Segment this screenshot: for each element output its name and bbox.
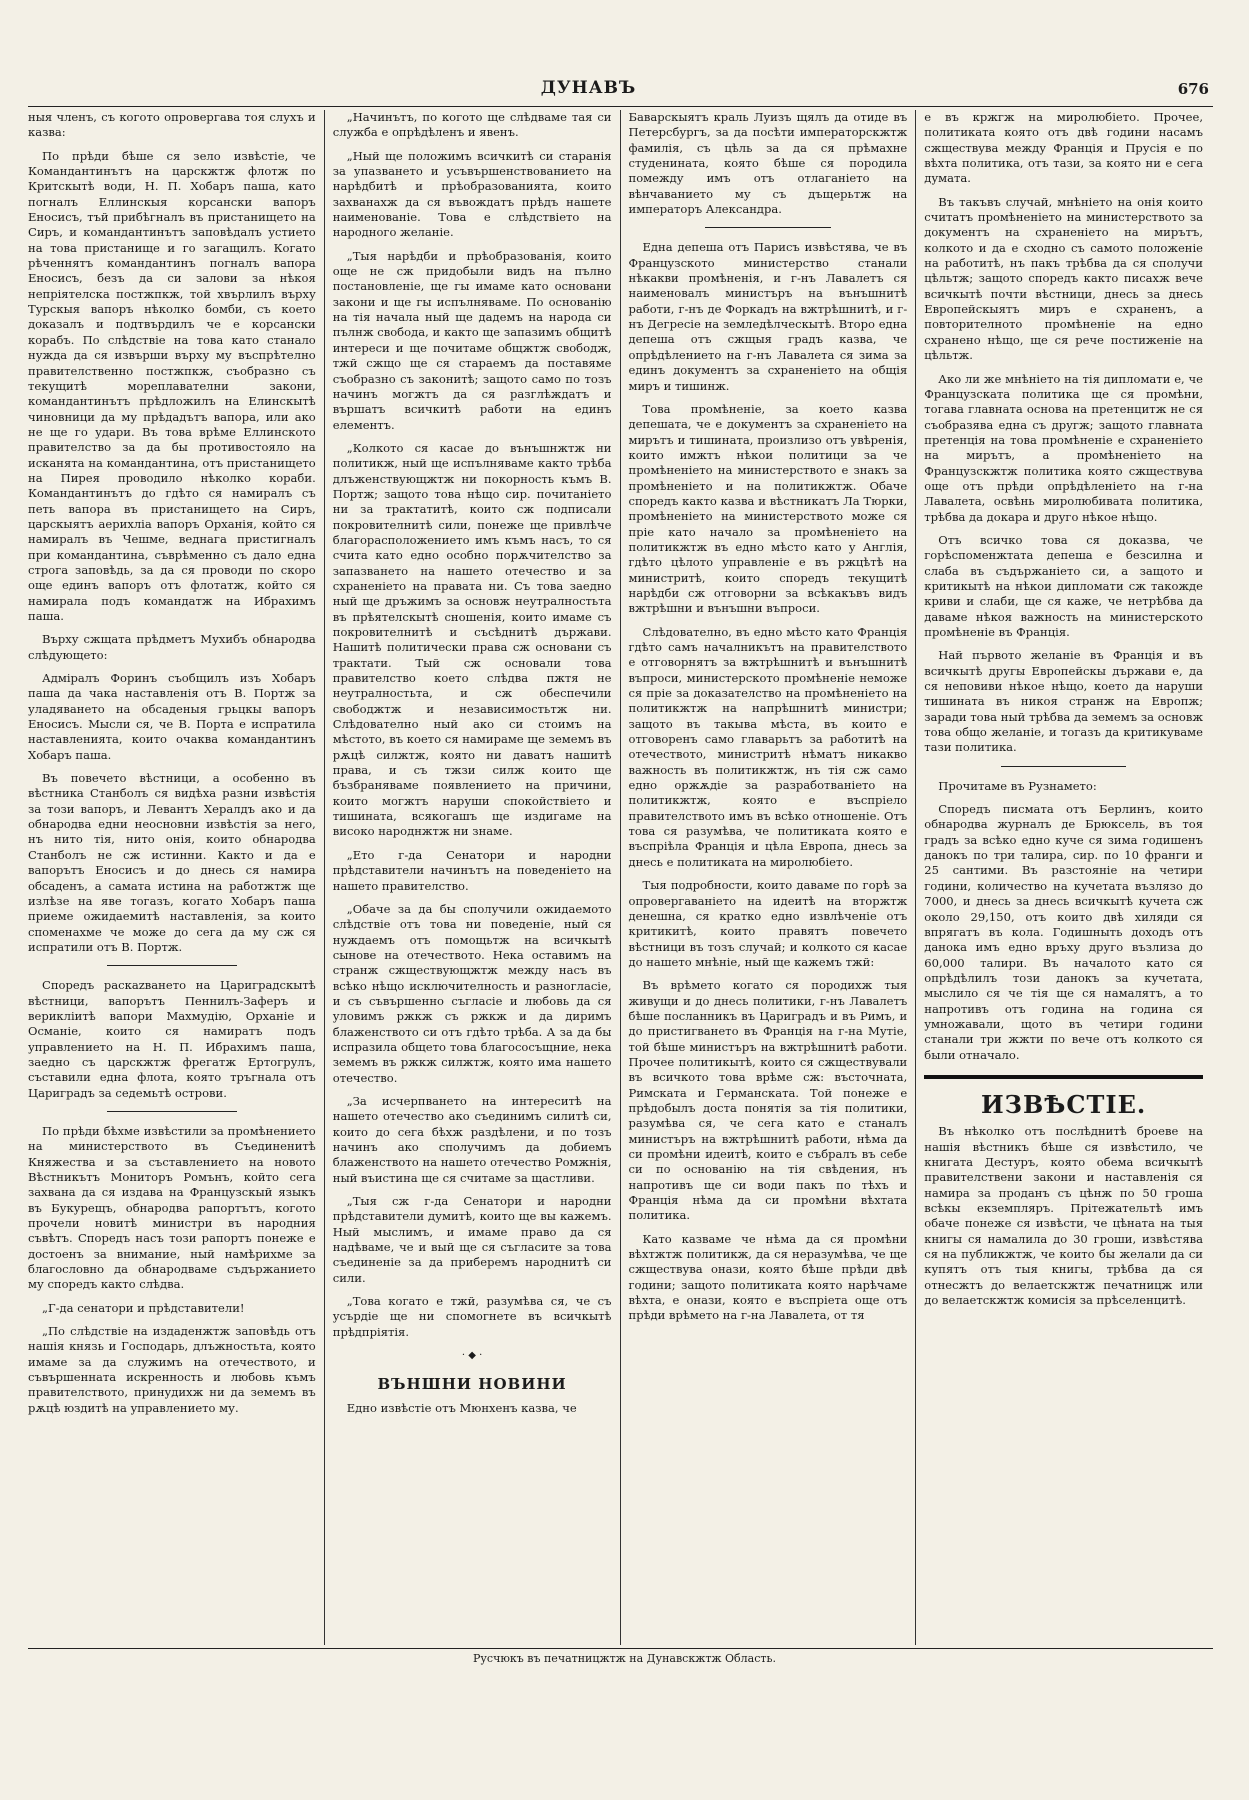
newspaper-title: ДУНАВЪ [540,78,637,98]
paragraph: е въ кржгж на миролюбіето. Прочее, политиката която отъ двѣ години насамъ сжществува между Франція и Прусія е по вѣхта политика, отъ тази, за която ни е сега думата. [924,110,1203,186]
page-number: 676 [1177,80,1209,98]
paragraph: ныя членъ, съ когото опровергава тоя слухъ и казва: [28,110,316,140]
article-divider [107,1111,236,1112]
ornament-divider: · ◆ · [461,1350,483,1362]
paragraph: Това промѣненіе, за което казва депешата, че е документъ за схраненіето на мирътъ и тишината, произлизо отъ увѣренія, които имжтъ нѣкои политици за че промѣненіето на министерството е знакъ за промѣненіето и на политикжтж. Обаче споредъ както казва и вѣстникатъ Ла Тюрки, промѣненіето на министерството може ся пріе като начало за промѣненіето на политикжтж въ едно мѣсто като у Англія, гдѣто цѣлото управленіе е въ ржцѣтѣ на министритѣ, които споредъ текущитѣ нарѣдби сж отговорни за всѣкакъвъ видъ вжтрѣшни и вънъшни въпроси. [628,401,908,616]
paragraph: Въ повечето вѣстници, а особенно въ вѣстника Станболъ ся видѣха разни извѣстія за този вапоръ, и Левантъ Хералдъ ако и да обнародва едни неосновни извѣстія за него, нъ нито тія, нито онія, които обнародва Станболъ не сж истинни. Както и да е вапорътъ Еносисъ и до днесь ся намира обсаденъ, а самата истина на работжтж ще излѣзе на яве тогазъ, когато Хобаръ паша приеме ожидаемитѣ наставленія, за които споменахме че може до сега да му сж ся испратили отъ В. Портж. [28,771,316,954]
paragraph: Въ врѣмето когато ся породихж тыя живущи и до днесь политики, г-нъ Лавалетъ бѣше посланникъ въ Цариградъ и въ Римъ, и до пристигването въ Франція на г-на Мутіе, той бѣше министъръ на вжтрѣшнитѣ работи. Прочее политикытѣ, които ся сжществували въ всичкото това врѣме сж: въсточната, Римската и Германската. Той понеже е прѣдобылъ доста понятія за тія политики, разумѣва ся, че сега като е станалъ министъръ на вжтрѣшнитѣ работи, нѣма да си промѣни идеитѣ, които е събралъ въ себе си по основанію на тія свѣдения, нъ напротивъ ще си води пакъ по тѣхъ и Франція нѣма да си промѣни вѣхтата политика. [628,978,908,1223]
paragraph: „Тыя сж г-да Сенатори и народни прѣдставители думитѣ, които ще вы кажемъ. Ный мыслимъ, и имаме право да ся надѣваме, че и вый ще ся съгласите за това съединеніе за да приберемъ народнитѣ си сили. [332,1194,612,1285]
paragraph: Отъ всичко това ся доказва, че горѣспоменжтата депеша е безсилна и слаба въ съдържаніето си, а защото и критикытѣ на нѣкои дипломати сж такожде криви и слаби, ще ся каже, че нетрѣбва да даваме нѣкоя важность на министерското промѣненіе въ Франція. [924,532,1203,639]
paragraph: По прѣди бѣхме извѣстили за промѣнението на министерството въ Съединенитѣ Княжества и за съставлението на новото Вѣстникътъ Мониторъ Ромънъ, който сега захвана да ся издава на Французскый языкъ въ Букурещъ, обнародва рапортътъ, когото прочели новитѣ министри въ народния съвѣтъ. Споредъ насъ този рапортъ понеже е достоенъ за внимание, ный намѣрихме за благословно да обнародваме съдържанието му споредъ както слѣдва. [28,1123,316,1292]
masthead [28,78,1209,106]
paragraph: Тыя подробности, които даваме по горѣ за опровергаваніето на идеитѣ на вторжтж денешна, ся кратко едно извлѣченіе отъ критикитѣ, които правятъ повечето вѣстници въ тозъ случай; и колкото ся касае до нашето мнѣніе, ный ще кажемъ тжй: [628,878,908,969]
paragraph: „По слѣдствіе на издаденжтж заповѣдь отъ нашія князь и Господарь, длъжностьта, която имаме за да служимъ на отечеството, и съвършенната искренность и любовь къмъ правителството, принудихж ни да земемъ въ рѫцѣ юздитѣ на управлението му. [28,1324,316,1415]
header-rule [28,106,1213,107]
paragraph: Едно извѣстіе отъ Мюнхенъ казва, че [346,1400,577,1415]
paragraph: Слѣдователно, въ едно мѣсто като Франція гдѣто самъ началникътъ на правителството е отговорнятъ за вжтрѣшнитѣ и вънъшнитѣ въпроси, министерското промѣненіе неможе ся пріе за доказателство на промѣненіето на политикжтж на напрѣшнитѣ министри; защото въ такыва мѣста, въ които е отговоренъ само главарьтъ за работитѣ на отечеството, министритѣ нѣматъ никакво важность въ политикжтж, нъ тія сж само едно оржѫдіе за разработваніето на политикжтж, която е въспріело правителството имъ въ всѣко отношеніе. Отъ това ся разумѣва, че политиката която е въспріѣла Франція и цѣла Европа, днесь за днесь е политиката на миролюбіето. [628,624,908,869]
paragraph: Върху сжщата прѣдметъ Мухибъ обнародва слѣдующето: [28,632,316,662]
paragraph: „Обаче за да бы сполучили ожидаемото слѣдствіе отъ това ни поведеніе, ный ся нуждаемъ отъ помощьтж на всичкытѣ сынове на отечеството. Нека оставимъ на странж сжществующжтж между насъ въ всѣко нѣщо исключителность и разногласіе, и съ съвършенно съгласіе и любовь да ся уловимъ ржкж съ ржкж и да диримъ блаженството си отъ гдѣто трѣба. А за да бы испразила общето това благососъщние, нека земемъ въ ржкж силжтж, която има нашето отечество. [332,901,612,1085]
paragraph: Споредъ писмата отъ Берлинъ, които обнародва журналъ де Брюксель, въ тоя градъ за всѣко едно куче ся зима годишенъ данокъ по три талира, сир. по 10 франги и 25 сантими. Въ разстояніе на четири години, количество на кучетата възлязо до 7000, и днесь за днесь всичкытѣ кучета сж около 29,150, отъ които двѣ хиляди ся впрягатъ въ кола. Годишныть доходъ отъ данока имъ едно връху друго възлиза до 60,000 талири. Въ началото като ся опрѣдѣлилъ този данокъ за кучетата, мыслило ся че тія ще ся намалятъ, а то напротивъ отъ година на година ся умножавали, щото въ четири години станали три жжти по вече отъ колкото ся были отначало. [924,802,1203,1062]
paragraph: „Начинътъ, по когото ще слѣдваме тая си служба е опрѣдѣленъ и явенъ. [332,110,612,140]
printer-imprint: Русчюкъ въ печатницжтж на Дунавскжтж Область. [473,1652,776,1665]
paragraph: Като казваме че нѣма да ся промѣни вѣхтжтж политикж, да ся неразумѣва, че ще сжществува онази, която бѣше прѣди двѣ години; защото политиката която нарѣчаме вѣхта, е онази, която е въспріета още отъ прѣди врѣмето на г-на Лавалета, от тя [628,1231,908,1323]
paragraph: Една депеша отъ Парисъ извѣстява, че въ Французското министерство станали нѣкакви промѣненія, и г-нъ Лавалетъ ся наименовалъ министъръ на вънъшнитѣ работи, г-нъ де Форкадъ на вжтрѣшнитѣ, и г-нъ Дегресіе на земледѣлческытѣ. Второ една депеша отъ сжщыя градъ казва, че опрѣдѣлението на г-нъ Лавалета ся зима за единъ документъ за схраненіето на общія миръ и тишинж. [628,240,908,393]
paragraph: Ако ли же мнѣніето на тія дипломати е, че Французската политика ще ся промѣни, тогава главната основа на претенцитж не ся съобразява една съ другж; защото главната претенція на това промѣненіе е схраненіето на мирътъ, а промѣненіето на Французскжтж политика която сжществува още отъ прѣди опрѣдѣленіето на г-на Лавалета, освѣнь миролюбивата политика, трѣбва да докара и друго нѣкое нѣщо. [924,371,1203,524]
paragraph: „Ето г-да Сенатори и народни прѣдставители начинътъ на поведеніето на нашето правителство. [332,847,612,893]
paragraph: „За исчерпването на интереситѣ на нашето отечество ако съединимъ силитѣ си, които до сега бѣхж раздѣлени, и по тозъ начинъ ако сполучимъ да добиемъ блаженството на нашето отечество Ромжнія, ный въистина ще ся считаме за щастливи. [332,1093,612,1185]
article-divider [705,227,830,228]
column-2 [324,110,620,1645]
notice-heading: ИЗВѢСТІЕ. [981,1089,1147,1119]
paragraph: По прѣди бѣше ся зело извѣстіе, че Командантинътъ на царскжтж флотж по Критскытѣ води, Н. П. Хобаръ паша, като погналъ Еллинскыя корсански вапоръ Еносисъ, тъй прибѣгналъ въ пристанището на Сиръ, и командантинътъ заповѣдалъ устието на това пристанище и го загащилъ. Когато рѣченнятъ командантинъ погналъ вапора Еносисъ, безъ да си залови за нѣкоя непріятелска постжпкж, той хвърлилъ върху Турскыя вапоръ нѣколко бомби, съ което доказалъ и подтвърдилъ че е корсански корабъ. По слѣдствіе на това като станало нужда да ся извърши върху му въспрѣтелно правителственно постжпкж, съобразно съ текущитѣ мореплавателни закони, командантинътъ прѣдложилъ на Елинскытѣ чиновници да му прѣдадътъ вапора, или ако не ще го удари. Въ това врѣме Еллинското правителство за да бы противостояло на исканята на командантина, отъ пристанището на Пирея проводило нѣколко кораби. Командантинътъ до гдѣто ся намиралъ съ петь вапора въ пристанището на Сиръ, царскыятъ аерихліа вапоръ Орханія, който ся намиралъ въ Чешме, веднага пристигналъ при командантина, съврѣменно съ дало една строга заповѣдь, за да ся проводи по скоро още единъ вапоръ отъ флотатж, който ся намирала подъ командатж на Ибрахимъ паша. [28,148,316,623]
footer-rule [28,1648,1213,1649]
paragraph: „Колкото ся касае до вънъшнжтж ни политикж, ный ще испълняваме както трѣба длъженствующжтж ни покорность къмъ В. Портж; защото това нѣщо сир. почитаніето ни за трактатитѣ, които сж подписали покровителнитѣ сили, понеже ще привлѣче благорасположението имъ къмъ насъ, то ся счита като едно особно порѫчителство за запазването на нашето отечество и за схраненіето на правата ни. Съ това заедно ный ще дръжимъ за основж неутралностьта въ прѣятелскытѣ сношенія, които имаме съ покровителнитѣ и съсѣднитѣ държави. Нашитѣ политически права сж основани съ трактати. Тый сж основали това правителство което слѣдва пжтя не неутралностьта, и сж обеспечили свободжтж и независимостьтж ни. Слѣдователно ный ако си стоимъ на мѣстото, въ което ся намираме ще земемъ въ рѫцѣ силжтж, която ни даватъ нашитѣ права, и съ тжзи силж които ще бъзбраняваме появлението на причини, които могжтъ наруши спокойствіето и тишината, всякогашъ ще издигаме на високо народнжтж ни знаме. [332,440,612,839]
paragraph: „Г-да сенатори и прѣдставители! [42,1300,245,1315]
paragraph: Въ такъвъ случай, мнѣніето на онія които считатъ промѣненіето на министерството за документъ на схраненіето на мирътъ, колкото и да е сходно съ самото положеніе на работитѣ, нъ пакъ трѣбва да ся сполучи цѣльтж; защото споредъ както писахж вече всичкытѣ почти вѣстници, днесь за днесь Европейскыятъ миръ е схраненъ, а повторителното промѣненіе на едно схранено нѣщо, ще ся рече постиженіе на цѣльтж. [924,194,1203,363]
paragraph: „Тыя нарѣдби и прѣобразованія, които още не сж придобыли видъ на пълно постановленіе, ще гы имаме като основани закони и ще гы испълняваме. По основанію на тія начала ный ще дадемъ на народа си пълнж свобода, и както ще запазимъ общитѣ интереси и ще почитаме общжтж свободж, тжй сжщо ще ся стараемъ да поставяме съобразно съ законитѣ; защото само по тозъ начинъ могжтъ да ся разглѣждатъ и вършатъ всичкитѣ работи на единъ елементъ. [332,248,612,432]
paragraph: Най първото желаніе въ Франція и въ всичкытѣ другы Европейскы държави е, да ся неповиви нѣкое нѣщо, което да наруши тишината въ никоя странж на Европж; заради това ный трѣбва да земемъ за основж това общо желаніе, и тогазъ да критикуваме тази политика. [924,648,1203,755]
paragraph: „Ный ще положимъ всичкитѣ си старанія за упазването и усъвършенствованието на нарѣдбитѣ и прѣобразованията, които захванахж да ся въвождатъ прѣдъ нашете наименованіе. Това е слѣдствіето на народного желаніе. [332,148,612,240]
paragraph: Споредъ раскazването на Цариградскытѣ вѣстници, вапорътъ Пеннилъ-Заферъ и верикліитѣ вапори Махмудію, Орханіе и Османіе, които ся намиратъ подъ управлението на Н. П. Ибрахимъ паша, заедно съ царскжтж фрегатж Ертогрулъ, съставили една флота, която тръгнала отъ Цариградъ за седемьтѣ острови. [28,978,316,1100]
article-divider [1001,766,1126,767]
paragraph: Прочитаме въ Рузнамето: [938,778,1097,793]
paragraph: Въ нѣколко отъ послѣднитѣ броеве на нашія вѣстникъ бѣше ся извѣстило, че книгата Дестуръ, която обема всичкытѣ правителствени закони и наставленія ся намира за проданъ съ цѣнж по 50 гроша всѣкы екземпляръ. Прітежательтѣ имъ обаче понеже ся извѣсти, че цѣната на тыя книгы ся намалила до 30 гроши, извѣстява ся на публикжтж, че които бы желали да си купятъ отъ тыя книгы, трѣбва да ся отнесжтъ до велаетскжтж печатницж или до велаетскжтж комисія за прѣселенцитѣ. [924,1124,1203,1308]
column-4 [915,110,1211,1645]
article-divider [107,965,236,966]
section-heading: ВЪНШНИ НОВИНИ [377,1375,567,1394]
column-1 [28,110,324,1645]
paragraph: Баварскыятъ краль Луизъ щялъ да отиде въ Петерсбургъ, за да посѣти императорскжтж фамилія, съ цѣль за да ся прѣмахне студенината, която бѣше ся породила помежду имъ отъ отлаганіето на вѣнчаванието му съ дъщерьтж на императоръ Александра. [628,110,908,217]
paragraph: Адміралъ Форинъ съобщилъ изъ Хобаръ паша да чака наставленія отъ В. Портж за уладяването на обсаденыя грьцкы вапоръ Еносисъ. Мысли ся, че В. Порта е испратила наставленията, които очаква командантинъ Хобаръ паша. [28,671,316,762]
section-rule [924,1075,1203,1079]
columns [28,110,1211,1645]
paragraph: „Това когато е тжй, разумѣва ся, че съ усърдіе ще ни спомогнете въ всичкытѣ прѣдпріятія. [332,1294,612,1339]
column-3 [620,110,916,1645]
